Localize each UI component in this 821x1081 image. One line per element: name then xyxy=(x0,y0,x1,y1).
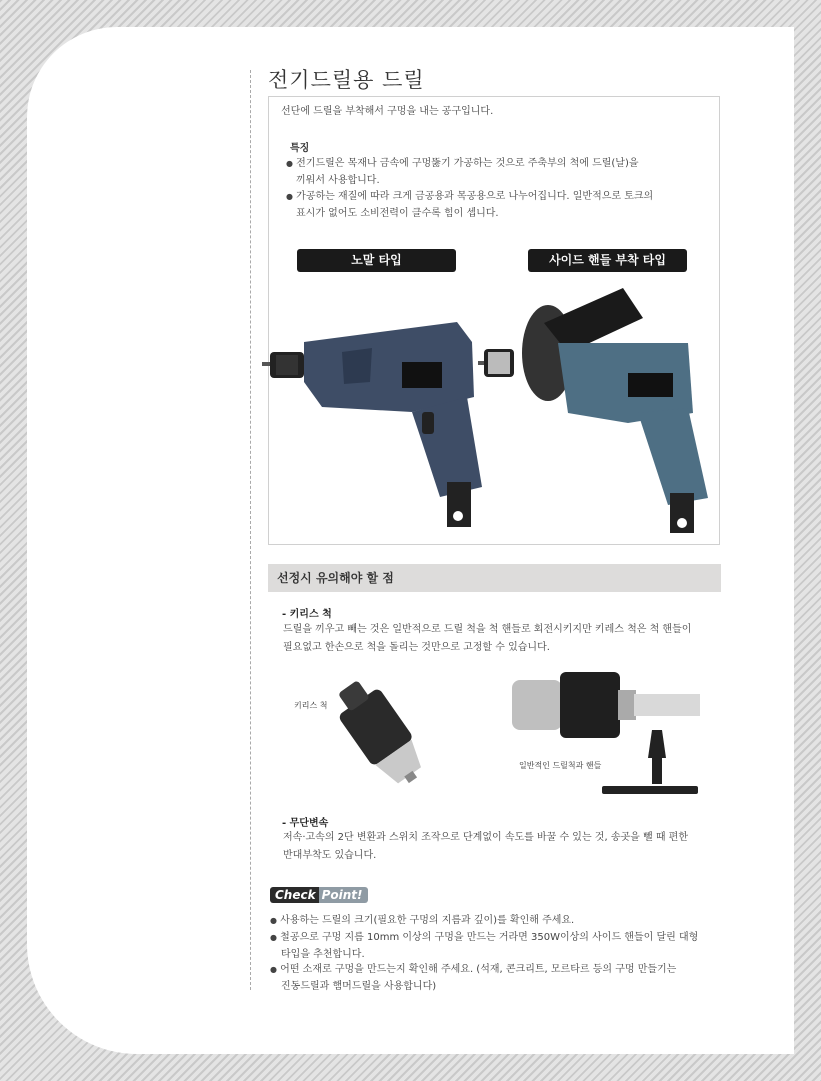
divider-line xyxy=(250,70,251,990)
stepless-line: 저속·고속의 2단 변환과 스위치 조작으로 단계없이 속도를 바꿀 수 있는 것, 송곳을 뺄 때 편한 xyxy=(283,832,688,843)
bullet-icon: ● xyxy=(286,192,293,201)
stepless-desc xyxy=(283,829,688,865)
bullet-icon: ● xyxy=(286,159,293,168)
keyless-chuck-image xyxy=(322,676,442,791)
keyless-line: 드릴을 끼우고 빼는 것은 일반적으로 드릴 척을 척 핸들로 회전시키지만 키레스 척은 척 핸들이 xyxy=(283,624,692,635)
standard-chuck-image xyxy=(512,668,702,803)
keyless-desc xyxy=(283,621,691,657)
keyless-line: 필요없고 한손으로 척을 돌리는 것만으로 고정할 수 있습니다. xyxy=(283,642,550,653)
side-handle-drill-image xyxy=(478,283,723,538)
stepless-heading: - 무단변속 xyxy=(282,818,329,829)
keyless-chuck-label: 키리스 척 xyxy=(294,701,328,710)
feature-item-1 xyxy=(286,155,639,189)
checkpoint-badge xyxy=(270,884,368,901)
intro-text: 선단에 드릴을 부착해서 구멍을 내는 공구입니다. xyxy=(281,106,494,117)
bullet-icon: ● xyxy=(270,916,277,925)
feature-line: 끼워서 사용합니다. xyxy=(296,175,380,186)
checkpoint-item-1 xyxy=(270,912,574,929)
bullet-icon: ● xyxy=(270,965,277,974)
checkpoint-item-2 xyxy=(270,929,698,963)
feature-line: 전기드릴은 목재나 금속에 구멍뚫기 가공하는 것으로 주축부의 척에 드릴(날)을 xyxy=(296,158,639,169)
normal-type-label: 노말 타입 xyxy=(297,249,456,272)
checkpoint-item-3 xyxy=(270,961,676,995)
section-title-bar: 선정시 유의해야 할 점 xyxy=(268,564,721,592)
checkpoint-line: 어떤 소재로 구멍을 만드는지 확인해 주세요. (석재, 콘크리트, 모르타르 등의 구멍 만들기는 xyxy=(280,964,677,975)
keyless-heading: - 키리스 척 xyxy=(282,609,332,620)
bullet-icon: ● xyxy=(270,933,277,942)
stepless-line: 반대부착도 있습니다. xyxy=(283,850,377,861)
checkpoint-line: 타입을 추천합니다. xyxy=(281,949,365,960)
feature-line: 가공하는 재질에 따라 크게 금공용과 목공용으로 나누어집니다. 일반적으로 토크의 xyxy=(296,191,654,202)
feature-line: 표시가 없어도 소비전력이 클수록 힘이 셉니다. xyxy=(296,208,499,219)
feature-item-2 xyxy=(286,188,653,222)
normal-drill-image xyxy=(262,312,487,532)
features-heading: 특징 xyxy=(290,143,310,154)
page-title: 전기드릴용 드릴 xyxy=(268,68,425,92)
standard-chuck-label: 일반적인 드릴척과 핸들 xyxy=(519,761,602,770)
side-handle-type-label: 사이드 핸들 부착 타입 xyxy=(528,249,687,272)
checkpoint-line: 진동드릴과 햄머드릴을 사용합니다) xyxy=(281,981,437,992)
checkpoint-line: 사용하는 드릴의 크기(필요한 구멍의 지름과 깊이)를 확인해 주세요. xyxy=(280,915,575,926)
checkpoint-badge-part1: Check xyxy=(270,887,319,903)
checkpoint-line: 철공으로 구멍 지름 10mm 이상의 구멍을 만드는 거라면 350W이상의 사이드 핸들이 달린 대형 xyxy=(280,932,699,943)
checkpoint-badge-part2: Point! xyxy=(319,887,368,903)
